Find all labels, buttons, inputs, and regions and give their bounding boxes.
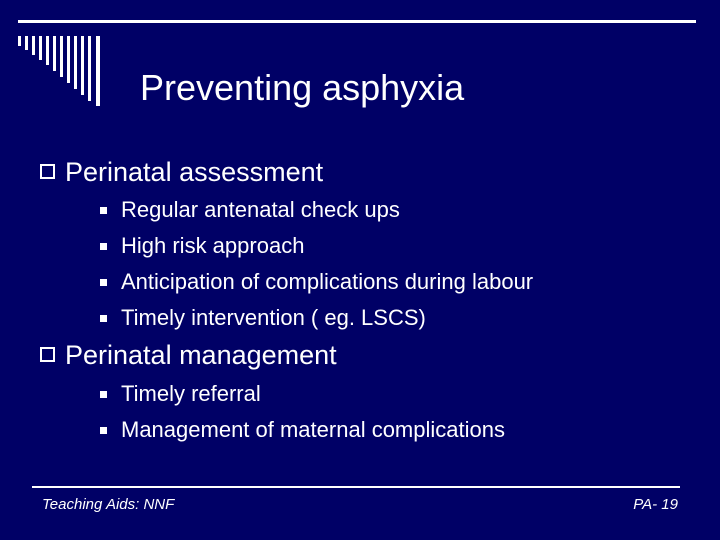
slide-title: Preventing asphyxia xyxy=(140,67,465,108)
sub-bullet-label: Management of maternal complications xyxy=(121,417,505,442)
hollow-square-bullet-icon xyxy=(40,164,55,179)
decorative-bars xyxy=(0,0,110,110)
square-bullet-icon xyxy=(100,427,107,434)
bullet-perinatal-assessment xyxy=(40,156,323,188)
sub-bullet xyxy=(100,196,400,224)
sub-bullet-label: Timely referral xyxy=(121,381,261,406)
square-bullet-icon xyxy=(100,243,107,250)
sub-bullet xyxy=(100,232,304,260)
slide-number: PA- 19 xyxy=(633,496,678,513)
square-bullet-icon xyxy=(100,207,107,214)
sub-bullet xyxy=(100,268,533,296)
top-rule xyxy=(18,20,696,23)
sub-bullet-label: Anticipation of complications during labour xyxy=(121,269,534,294)
bullet-label: Perinatal assessment xyxy=(65,157,324,187)
sub-bullet-label: Timely intervention ( eg. LSCS) xyxy=(121,305,426,330)
sub-bullet xyxy=(100,380,261,408)
sub-bullet xyxy=(100,304,426,332)
hollow-square-bullet-icon xyxy=(40,347,55,362)
sub-bullet-label: Regular antenatal check ups xyxy=(121,197,400,222)
bullet-label: Perinatal management xyxy=(65,340,337,370)
square-bullet-icon xyxy=(100,391,107,398)
square-bullet-icon xyxy=(100,279,107,286)
bullet-perinatal-management xyxy=(40,339,337,371)
sub-bullet xyxy=(100,416,505,444)
footer-source: Teaching Aids: NNF xyxy=(42,496,175,513)
sub-bullet-label: High risk approach xyxy=(121,233,305,258)
square-bullet-icon xyxy=(100,315,107,322)
bottom-rule xyxy=(32,486,680,488)
